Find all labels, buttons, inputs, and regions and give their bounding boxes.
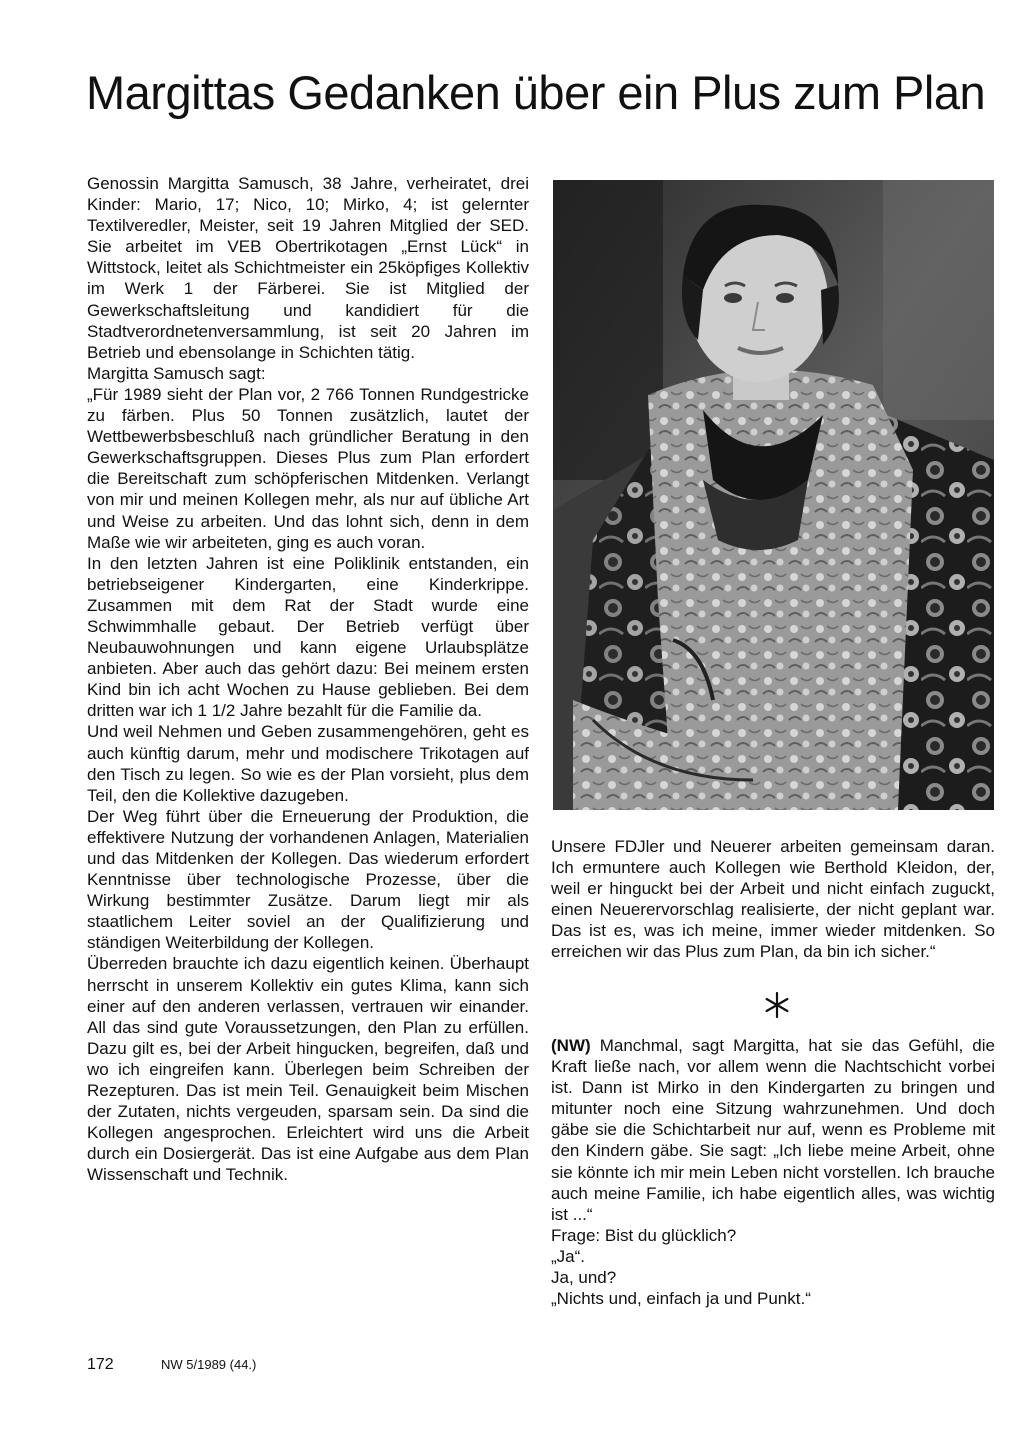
right-column-top [551,836,995,963]
asterisk-separator-icon [762,990,792,1020]
article-title: Margittas Gedanken über ein Plus zum Plan [86,66,986,119]
page-number: 172 [87,1356,114,1373]
body-paragraph: In den letzten Jahren ist eine Poliklinik entstanden, ein betriebseigener Kindergarten, eine Kinderkrippe. Zusammen mit dem Rat der Stadt wurde eine Schwimmhalle gebaut. Der Betrieb verfügt über Neubauwohnungen und kann eigene Urlaubsplätze anbieten. Aber auch das gehört dazu: Bei meinem ersten Kind bin ich acht Wochen zu Hause geblieben. Bei dem dritten war ich 1 1/2 Jahre bezahlt für die Familie da. [87,553,529,721]
body-paragraph: Überreden brauchte ich dazu eigentlich keinen. Überhaupt herrscht in unserem Kollektiv ein gutes Klima, kann sich einer auf den anderen verlassen, vertrauen wir einander. All das sind gute Voraussetzungen, den Plan zu erfüllen. Dazu gilt es, bei der Arbeit hingucken, begreifen, daß und wo ich eingreifen kann. Überlegen beim Schreiben der Rezepturen. Das ist mein Teil. Genauigkeit beim Mischen der Zutaten, nichts vergeuden, sparsam sein. Da sind die Kollegen angesprochen. Erleichtert wird uns die Arbeit durch ein Dosiergerät. Das ist eine Aufgabe aus dem Plan Wissenschaft und Technik. [87,954,529,1185]
dialogue-line: „Ja“. [551,1246,585,1266]
closing-paragraph [551,1035,995,1225]
portrait-photo [553,180,994,810]
right-column-bottom [551,1035,995,1309]
dialogue-line: „Nichts und, einfach ja und Punkt.“ [551,1289,811,1309]
closing-paragraph-text: Manchmal, sagt Margitta, hat sie das Gefühl, die Kraft ließe nach, vor allem wenn die Nachtschicht vorbei ist. Dann ist Mirko in den Kindergarten zu bringen und mitunter noch eine Sitzung wahrzunehmen. Und doch gäbe sie die Schichtarbeit nur auf, wenn es Probleme mit den Kindern gäbe. Sie sagt: „Ich liebe meine Arbeit, ohne sie könnte ich mir mein Leben nicht vorstellen. Ich brauche auch meine Familie, ich habe eigentlich alles, was wichtig ist ...“ [551,1036,995,1224]
intro-paragraph: Genossin Margitta Samusch, 38 Jahre, verheiratet, drei Kinder: Mario, 17; Nico, 10; Mirko, 4; ist gelernter Textilveredler, Meister, seit 19 Jahren Mitglied der SED. Sie arbeitet im VEB Obertrikotagen „Ernst Lück“ in Wittstock, leitet als Schichtmeister ein 25köpfiges Kollektiv im Werk 1 der Färberei. Sie ist Mitglied der Gewerkschaftsleitung und kandidiert für die Stadtverordnetenversammlung, ist seit 20 Jahren im Betrieb und ebensolange in Schichten tätig. [87,174,529,362]
body-paragraph: „Für 1989 sieht der Plan vor, 2 766 Tonnen Rundgestricke zu färben. Plus 50 Tonnen zusätzlich, lautet der Wettbewerbsbeschluß nach gründlicher Beratung in den Gewerkschaftsgruppen. Dieses Plus zum Plan erfordert die Bereitschaft zum schöpferischen Mitdenken. Verlangt von mir und meinen Kollegen mehr, als nur auf übliche Art und Weise zu arbeiten. Und das lohnt sich, denn in dem Maße wie wir arbeiteten, ging es auch voran. [87,384,529,552]
source-tag: (NW) [551,1036,591,1055]
dialogue-line: Frage: Bist du glücklich? [551,1225,737,1245]
body-paragraph: Und weil Nehmen und Geben zusammengehören, geht es auch künftig darum, mehr und modischere Trikotagen auf den Tisch zu legen. So wie es der Plan vorsieht, plus dem Teil, den die Kollektive dazugeben. [87,722,529,805]
issue-reference: NW 5/1989 (44.) [161,1357,257,1372]
quote-attribution: Margitta Samusch sagt: [87,363,266,383]
left-column [87,173,529,1186]
dialogue-line: Ja, und? [551,1268,617,1288]
body-paragraph: Der Weg führt über die Erneuerung der Produktion, die effektivere Nutzung der vorhandenen Anlagen, Materialien und das Mitdenken der Kollegen. Das wiederum erfordert Kenntnisse über technologische Prozesse, über die Wirkung bestimmter Zusätze. Darum liegt mir als staatlichem Leiter soviel an der Qualifizierung und ständigen Weiterbildung der Kollegen. [87,806,529,953]
body-paragraph: Unsere FDJler und Neuerer arbeiten gemeinsam daran. Ich ermuntere auch Kollegen wie Berthold Kleidon, der, weil er hinguckt bei der Arbeit und nicht einfach zuguckt, einen Neuerervorschlag realisierte, der nicht geplant war. Das ist es, was ich meine, immer wieder mitdenken. So erreichen wir das Plus zum Plan, da bin ich sicher.“ [551,837,995,962]
portrait-illustration [553,180,994,810]
dialogue [551,1225,995,1309]
